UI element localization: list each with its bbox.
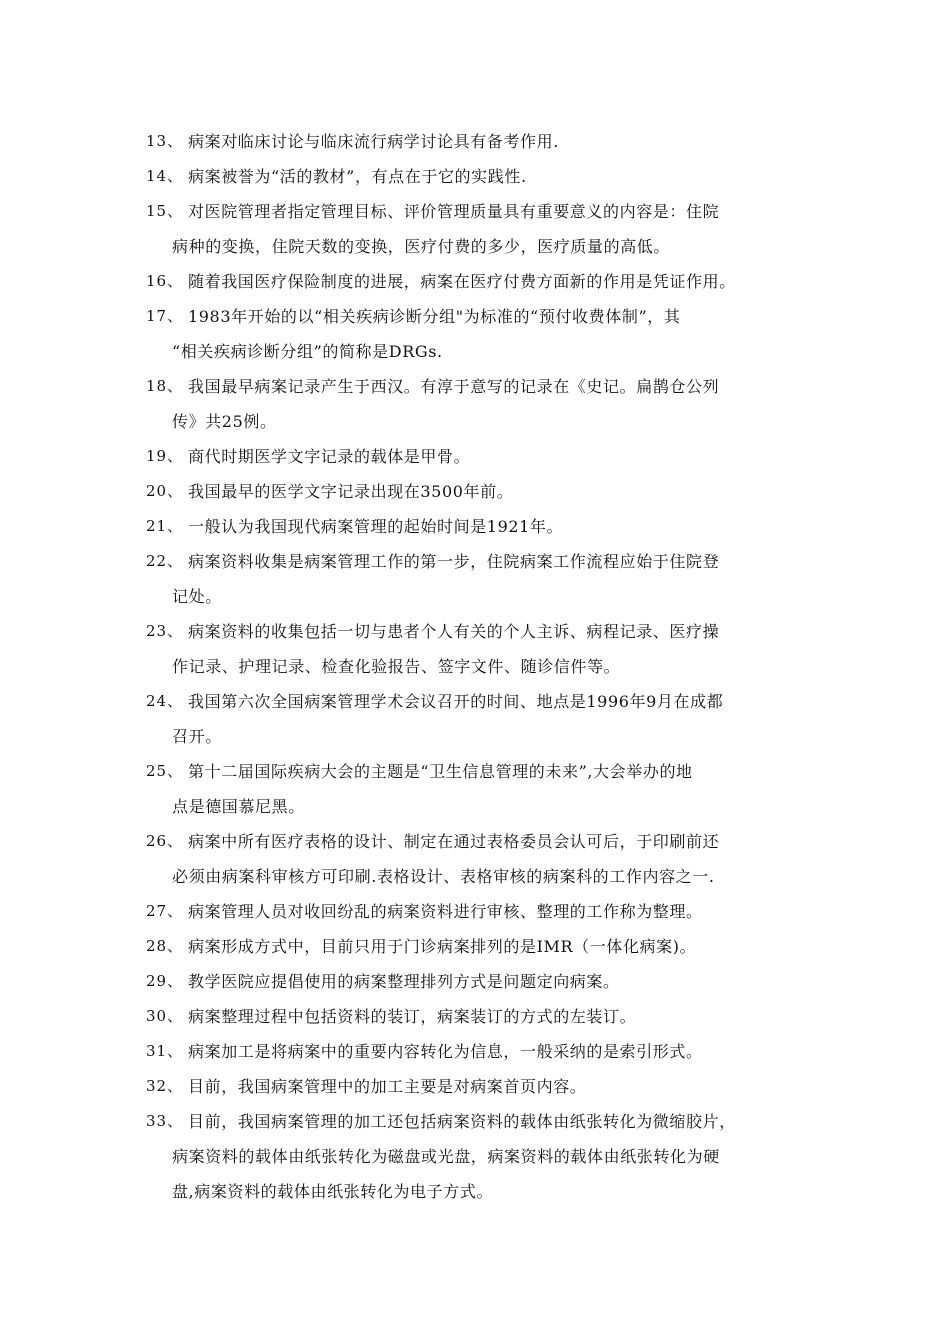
statement-item xyxy=(146,684,826,754)
statement-item xyxy=(146,999,826,1034)
statement-item xyxy=(146,614,826,684)
item-number: 31、 xyxy=(146,1042,184,1060)
item-text-continuation: “相关疾病诊断分组”的简称是DRGs. xyxy=(172,342,443,361)
item-text: 一般认为我国现代病案管理的起始时间是1921年。 xyxy=(188,517,564,536)
item-text: 1983年开始的以“相关疾病诊断分组"为标准的“预付收费体制”，其 xyxy=(188,307,681,326)
item-text-continuation: 点是德国慕尼黑。 xyxy=(172,797,305,816)
item-number: 15、 xyxy=(146,202,184,220)
item-number: 26、 xyxy=(146,832,184,850)
statement-item xyxy=(146,509,826,544)
item-number: 23、 xyxy=(146,622,184,640)
statement-item xyxy=(146,124,826,159)
statement-item xyxy=(146,929,826,964)
item-text: 我国最早病案记录产生于西汉。有淳于意写的记录在《史记。扁鹊仓公列 xyxy=(188,377,720,396)
item-number: 28、 xyxy=(146,937,184,955)
item-text: 病案资料的收集包括一切与患者个人有关的个人主诉、病程记录、医疗操 xyxy=(188,622,720,641)
item-number: 32、 xyxy=(146,1077,184,1095)
item-number: 29、 xyxy=(146,972,184,990)
item-text: 病案整理过程中包括资料的装订，病案装订的方式的左装订。 xyxy=(188,1007,637,1026)
item-text: 对医院管理者指定管理目标、评价管理质量具有重要意义的内容是：住院 xyxy=(188,202,720,221)
item-number: 21、 xyxy=(146,517,184,535)
item-text-continuation: 盘,病案资料的载体由纸张转化为电子方式。 xyxy=(172,1182,494,1201)
item-text-continuation: 病案资料的载体由纸张转化为磁盘或光盘，病案资料的载体由纸张转化为硬 xyxy=(172,1147,720,1166)
item-text: 教学医院应提倡使用的病案整理排列方式是问题定向病案。 xyxy=(188,972,620,991)
item-number: 22、 xyxy=(146,552,184,570)
statement-item xyxy=(146,474,826,509)
statement-item xyxy=(146,754,826,824)
statement-item xyxy=(146,1034,826,1069)
item-text: 随着我国医疗保险制度的进展，病案在医疗付费方面新的作用是凭证作用。 xyxy=(188,272,736,291)
item-number: 19、 xyxy=(146,447,184,465)
item-text: 病案被誉为“活的教材”，有点在于它的实践性. xyxy=(188,167,527,186)
item-text-continuation: 作记录、护理记录、检查化验报告、签字文件、随诊信件等。 xyxy=(172,657,621,676)
numbered-statement-list xyxy=(146,124,826,1209)
item-text: 病案管理人员对收回纷乱的病案资料进行审核、整理的工作称为整理。 xyxy=(188,902,703,921)
item-text: 病案形成方式中，目前只用于门诊病案排列的是IMR（一体化病案)。 xyxy=(188,937,697,956)
item-text: 病案加工是将病案中的重要内容转化为信息，一般采纳的是索引形式。 xyxy=(188,1042,703,1061)
item-number: 18、 xyxy=(146,377,184,395)
item-number: 30、 xyxy=(146,1007,184,1025)
item-number: 27、 xyxy=(146,902,184,920)
item-number: 17、 xyxy=(146,307,184,325)
item-text: 商代时期医学文字记录的载体是甲骨。 xyxy=(188,447,471,466)
statement-item xyxy=(146,964,826,999)
item-text: 病案中所有医疗表格的设计、制定在通过表格委员会认可后，于印刷前还 xyxy=(188,832,720,851)
statement-item xyxy=(146,824,826,894)
item-text-continuation: 病种的变换，住院天数的变换，医疗付费的多少，医疗质量的高低。 xyxy=(172,237,671,256)
item-number: 20、 xyxy=(146,482,184,500)
statement-item xyxy=(146,544,826,614)
item-text: 目前，我国病案管理中的加工主要是对病案首页内容。 xyxy=(188,1077,587,1096)
item-number: 14、 xyxy=(146,167,184,185)
statement-item xyxy=(146,264,826,299)
statement-item xyxy=(146,1069,826,1104)
item-number: 25、 xyxy=(146,762,184,780)
statement-item xyxy=(146,894,826,929)
statement-item xyxy=(146,1104,826,1209)
item-text: 病案资料收集是病案管理工作的第一步，住院病案工作流程应始于住院登 xyxy=(188,552,720,571)
item-number: 16、 xyxy=(146,272,184,290)
item-number: 24、 xyxy=(146,692,184,710)
statement-item xyxy=(146,194,826,264)
item-text: 病案对临床讨论与临床流行病学讨论具有备考作用. xyxy=(188,132,559,151)
statement-item xyxy=(146,159,826,194)
item-text-continuation: 传》共25例。 xyxy=(172,412,277,431)
statement-item xyxy=(146,299,826,369)
item-number: 33、 xyxy=(146,1112,184,1130)
statement-item xyxy=(146,439,826,474)
item-number: 13、 xyxy=(146,132,184,150)
item-text-continuation: 召开。 xyxy=(172,727,222,746)
item-text-continuation: 记处。 xyxy=(172,587,222,606)
item-text-continuation: 必须由病案科审核方可印刷.表格设计、表格审核的病案科的工作内容之一. xyxy=(172,867,715,886)
statement-item xyxy=(146,369,826,439)
item-text: 我国最早的医学文字记录出现在3500年前。 xyxy=(188,482,514,501)
item-text: 第十二届国际疾病大会的主题是“卫生信息管理的未来”,大会举办的地 xyxy=(188,762,693,781)
item-text: 目前，我国病案管理的加工还包括病案资料的载体由纸张转化为微缩胶片， xyxy=(188,1112,736,1131)
item-text: 我国第六次全国病案管理学术会议召开的时间、地点是1996年9月在成都 xyxy=(188,692,724,711)
